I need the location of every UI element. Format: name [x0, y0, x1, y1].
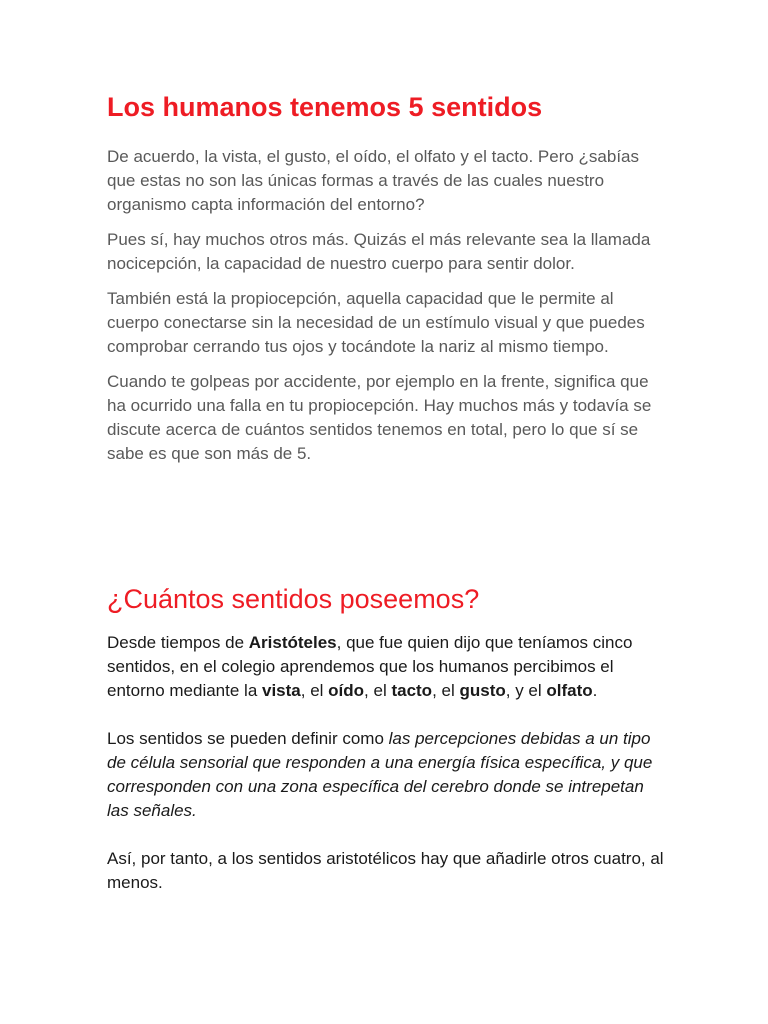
intro-paragraph-3: También está la propiocepción, aquella capacidad que le permite al cuerpo conectarse sin la necesidad de un estímulo visual y que puedes comprobar cerrando tus ojos y tocándote la nariz al mismo tiempo. [107, 289, 645, 356]
senses-paragraph-3: Así, por tanto, a los sentidos aristotélicos hay que añadirle otros cuatro, al menos. [107, 849, 664, 892]
aristoteles-bold: Aristóteles [248, 633, 337, 652]
olfato-bold: olfato [546, 681, 593, 700]
intro-section [107, 145, 667, 477]
tacto-bold: tacto [391, 681, 433, 700]
intro-paragraph-4: Cuando te golpeas por accidente, por ejemplo en la frente, significa que ha ocurrido una falla en tu propiocepción. Hay muchos más y todavía se discute acerca de cuántos sentidos tenemos en total, pero lo que sí se sabe es que son más de 5. [107, 372, 652, 463]
senses-paragraph-2 [107, 727, 667, 823]
oido-bold: oído [328, 681, 365, 700]
vista-bold: vista [262, 681, 301, 700]
intro-paragraph-2: Pues sí, hay muchos otros más. Quizás el más relevante sea la llamada nocicepción, la capacidad de nuestro cuerpo para sentir dolor. [107, 230, 651, 273]
section-heading: ¿Cuántos sentidos poseemos? [107, 584, 480, 614]
text-run: , que fue quien dijo que teníamos cinco sentidos, en el colegio aprendemos que los humanos percibimos el entorno mediante la [107, 633, 633, 700]
definition-italic: las percepciones debidas a un tipo de célula sensorial que responden a una energía física específica, y que corresponden con una zona específica del cerebro donde se intrepetan las señales. [107, 729, 653, 820]
text-run: , el [364, 681, 392, 700]
text-run: . [592, 681, 598, 700]
gusto-bold: gusto [459, 681, 506, 700]
senses-paragraph-1 [107, 631, 667, 703]
text-run: Los sentidos se pueden definir como [107, 729, 389, 748]
text-run: , el [300, 681, 329, 700]
text-run: , el [432, 681, 460, 700]
intro-paragraph-1: De acuerdo, la vista, el gusto, el oído, el olfato y el tacto. Pero ¿sabías que estas no son las únicas formas a través de las cuales nuestro organismo capta información del entorno? [107, 147, 640, 214]
text-run: , y el [505, 681, 547, 700]
text-run: Desde tiempos de [107, 633, 249, 652]
main-heading: Los humanos tenemos 5 sentidos [107, 92, 543, 122]
senses-section [107, 631, 667, 919]
